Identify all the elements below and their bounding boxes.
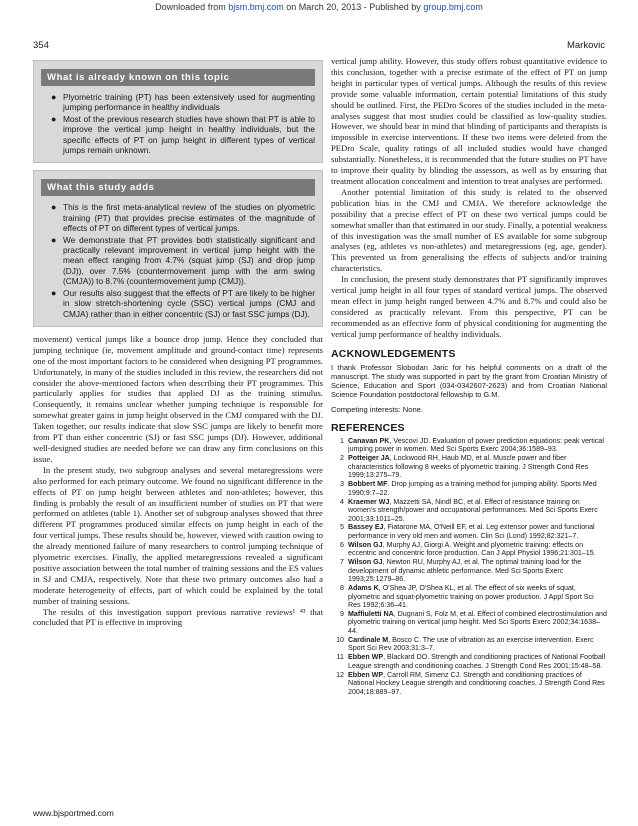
reference-item: 9 Maffiuletti NA, Dugnani S, Folz M, et al. Effect of combined electrostimulation and plyometric training on vertical jump height. Med Sci Sports Exerc 2002;34:1638–44.: [340, 610, 607, 635]
body-paragraph: In the present study, two subgroup analyses and several metaregressions were also performed for each primary outcome. We found no significant difference in the effects of PT on jump height between athletes and non-athletes; however, this finding is probably the result of an insufficient number of studies on PT that were performed on athletes (table 1). Another set of subgroup analyses showed that three different PT programmes produced similar effects on jump height in each of the four vertical jumps. These results should be, however, viewed with caution owing to the already mentioned failure of many researchers to control jumping technique of plyometric exercises. Finally, the applied metaregressions revealed a significant positive association between the total number of training sessions and the ES values in SJ and CMJA, respectively. Note that these two primary outcomes also had a moderate heterogeneity of effects, part of which could be explained by the total number of training sessions.: [33, 464, 323, 606]
reference-item: 8 Adams K, O'Shea JP, O'Shea KL, et al. The effect of six weeks of squat, plyometric and squat-plyometric training on power production. J Appl Sport Sci Res 1992;6:36–41.: [340, 584, 594, 610]
bullet-icon: ●: [51, 113, 57, 124]
body-paragraph: Another potential limitation of this study is related to the observed publication bias in the CMJ and CMJA. We therefore acknowledge the possibility that a precise effect of PT on these two vertical jumps could be somewhat smaller than that estimated in our study. Finally, a potential weakness of this investigation was the small number of ES available for some subgroup analyses (eg, athletes vs non-athletes) and metaregressions (eg, age, gender). This prevented us from generalising the effects of subjects and/or training characteristics.: [331, 186, 607, 274]
bullet-icon: ●: [51, 92, 57, 102]
reference-item: 7 Wilson GJ, Newton RU, Murphy AJ, et al. The optimal training load for the development of dynamic athletic performance. Med Sci Sports Exerc 1993;25:1279–86.: [340, 558, 582, 584]
body-paragraph: vertical jump ability. However, this study offers robust quantitative evidence to this conclusion, together with a precise estimate of the effect of PT on jump height in particular types of vertical jumps. Although the results of this review provide some valuable information, certain potential limitations of this study should be outlined. First, the PEDro Scores of the studies included in the meta-analyses suggest that most studies could be classified as low-quality studies. However, we should bear in mind that blinding of participants and therapists is impossible in exercise interventions. If these two items were deleted from the PEDro Scale, quality ratings of all included studies would have changed substantially. Nonetheless, it is recommended that the future studies on PT have to improve their quality by blinding the assessors, as well as by ensuring that treatment allocation concealment and intention to treat analyses are performed.: [331, 56, 607, 186]
list-item: ● This is the first meta-analytical review of the studies on plyometric training (PT) that provides precise estimates of the magnitude of effects of PT on different types of vertical jumps.: [51, 202, 315, 234]
download-middle: on March 20, 2013 - Published by: [283, 2, 424, 12]
acknowledgements-text: I thank Professor Slobodan Jaric for his helpful comments on a draft of the manuscript. The study was supported in part by the grant from Croatian Ministry of Science, Education and Sport (034-0342607-2623) and from Croatian National Science Foundation postdoctoral fellowship to G.M.: [331, 362, 607, 399]
reference-list: [331, 437, 607, 696]
bullet-icon: ●: [51, 202, 57, 213]
reference-item: 2 Potteiger JA, Lockwood RH, Haub MD, et al. Muscle power and fiber characteristics following 8 weeks of plyometric training. J Strength Cond Res 1999;13:275–79.: [340, 454, 589, 480]
right-column: [331, 56, 607, 697]
reference-item: 5 Bassey EJ, Fiatarone MA, O'Neill EF, et al. Leg extensor power and functional performance in very old men and women. Clin Sci (Lond) 1992;82:321–7.: [340, 523, 595, 540]
reference-item: 10 Cardinale M, Bosco C. The use of vibration as an exercise intervention. Exerc Sport Sci Rev 2003;31:3–7.: [336, 635, 594, 653]
known-list: [41, 92, 315, 155]
running-head: Markovic: [566, 40, 605, 51]
reference-item: 4 Kraemer WJ, Mazzetti SA, Nindl BC, et al. Effect of resistance training on women's strength/power and occupational performances. Med Sci Sports Exerc 2001;33:1011–25.: [340, 497, 598, 523]
reference-item: 12 Ebben WP, Carroll RM, Simenz CJ. Strength and conditioning practices of National Hockey League strength and conditioning coaches. J Strength Cond Res 2004;18:889–97.: [336, 670, 605, 696]
left-column: [33, 60, 323, 628]
adds-box: [33, 170, 323, 326]
known-box: [33, 60, 323, 163]
bjsm-link[interactable]: bjsm.bmj.com: [228, 2, 284, 12]
body-paragraph: The results of this investigation support previous narrative reviews¹ ⁴³ that concluded that PT is effective in improving: [33, 606, 323, 628]
footer-url[interactable]: www.bjsportmed.com: [33, 808, 114, 818]
list-item: ● We demonstrate that PT provides both statistically significant and practically relevant improvement in vertical jump height with the mean effect ranging from 4.7% (squat jump (SJ) and drop jump (DJ)), over 7.5% (countermovement jump with the arm swing (CMJA)) to 8.7% (countermovement jump (CMJ)).: [51, 234, 315, 287]
reference-item: 6 Wilson GJ, Murphy AJ, Giorgi A. Weight and plyometric training: effects on eccentric and concentric force production. Can J Appl Physiol 1996;21:301–15.: [340, 540, 596, 558]
bullet-icon: ●: [51, 234, 57, 245]
adds-box-title: What this study adds: [41, 179, 315, 196]
reference-item: 3 Bobbert MF. Drop jumping as a training method for jumping ability. Sports Med 1990;9:7–22.: [340, 480, 597, 497]
references-heading: REFERENCES: [331, 421, 405, 434]
page-number: 354: [33, 40, 49, 51]
list-item: ● Our results also suggest that the effects of PT are likely to be higher in slow stretch-shortening cycle (SSC) vertical jumps (CMJ and CMJA) rather than in either concentric (SJ) or fast SSC jumps (DJ).: [51, 287, 315, 319]
body-paragraph: movement) vertical jumps like a bounce drop jump. Hence they concluded that jumping technique (ie, movement amplitude and ground-contact time) represents one of the most important factors to be considered when designing PT programmes. Unfortunately, in many of the studies included in this review, the researchers did not consider the above-mentioned factors when describing their PT programmes. This particularly applies for studies that applied DJ as the training stimulus. Consequently, it remains unclear whether jumping technique is responsible for somewhat greater gains in jump height observed in the CMJ compared with the DJ. Taken together, our results indicate that slow SSC jumps are likely to benefit more from PT than either concentric (SJ) or fast SSC jumps (DJ). However, additional well-designed studies are needed before we can draw any firm conclusions on this issue.: [33, 333, 323, 464]
bullet-icon: ●: [51, 287, 57, 298]
download-banner: [0, 2, 638, 12]
list-item: ● Most of the previous research studies have shown that PT is able to improve the vertical jump height in healthy individuals, but the specific effects of PT on jump height in different types of vertical jumps remain unknown.: [51, 113, 315, 156]
acknowledgements-heading: ACKNOWLEDGEMENTS: [331, 347, 456, 360]
competing-interests: Competing interests: None.: [331, 404, 424, 414]
reference-item: 1 Canavan PK, Vescovi JD. Evaluation of power prediction equations: peak vertical jumping power in women. Med Sci Sports Exerc 2004;36:1589–93.: [340, 436, 604, 454]
reference-item: 11 Ebben WP, Blackard DO. Strength and conditioning practices of National Football League strength and conditioning coaches. J Strength Cond Res 2001;15:48–58.: [336, 653, 606, 670]
download-prefix: Downloaded from: [155, 2, 229, 12]
list-item: ● Plyometric training (PT) has been extensively used for augmenting jumping performance in healthy individuals: [51, 92, 315, 113]
known-box-title: What is already known on this topic: [41, 69, 315, 86]
body-paragraph: In conclusion, the present study demonstrates that PT significantly improves vertical jump height in all four types of standard vertical jumps. The observed mean effect in jump height ranged between 4.7% and 8.7% and could also be considered as practically relevant. From this perspective, PT can be recommended as an effective form of physical conditioning for augmenting the vertical jump performance of healthy individuals.: [331, 274, 607, 339]
group-link[interactable]: group.bmj.com: [423, 2, 483, 12]
adds-list: [41, 202, 315, 318]
